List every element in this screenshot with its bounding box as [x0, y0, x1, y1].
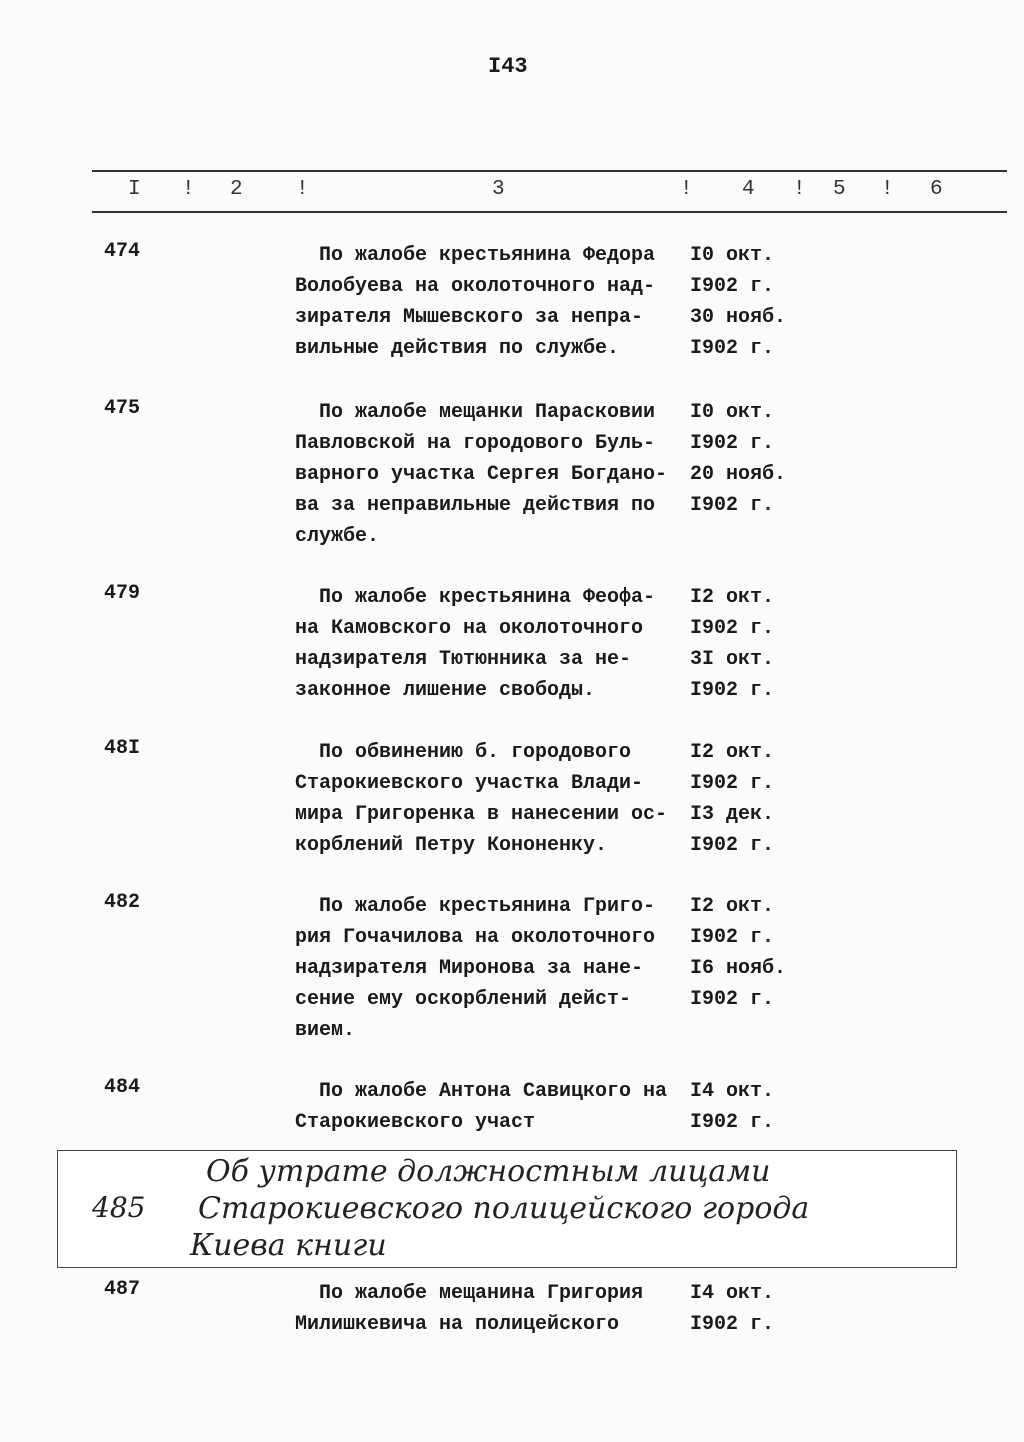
- column-header: 5: [833, 178, 846, 201]
- entry-text-line: По обвинению б. городового: [295, 741, 632, 764]
- entry-date: I902 г.: [690, 432, 775, 455]
- entry-text-line: мира Григоренка в нанесении ос-: [295, 803, 668, 826]
- page-number: I43: [488, 54, 528, 79]
- entry-text-line: вильные действия по службе.: [295, 337, 620, 360]
- insert-line: Старокиевского полицейского города: [198, 1191, 810, 1226]
- entry-text-line: на Камовского на околоточного: [295, 617, 644, 640]
- entry-text-line: По жалобе мещанки Парасковии: [295, 401, 656, 424]
- entry-text-line: Павловской на городового Буль-: [295, 432, 656, 455]
- entry-date: I0 окт.: [690, 244, 775, 267]
- entry-date: I902 г.: [690, 1111, 775, 1134]
- entry-text-line: По жалобе Антона Савицкого на: [295, 1080, 668, 1103]
- entry-date: I902 г.: [690, 1313, 775, 1336]
- insert-line: Киева книги: [190, 1228, 387, 1263]
- entry-text-line: рия Гочачилова на околоточного: [295, 926, 656, 949]
- entry-date: I902 г.: [690, 679, 775, 702]
- column-header: I: [128, 178, 141, 201]
- column-separator: !: [182, 178, 195, 201]
- entry-text-line: корблений Петру Кононенку.: [295, 834, 608, 857]
- entry-date: 20 нояб.: [690, 463, 787, 486]
- entry-date: I3 дек.: [690, 803, 775, 826]
- column-header: 3: [492, 178, 505, 201]
- entry-text-line: законное лишение свободы.: [295, 679, 596, 702]
- column-separator: !: [793, 178, 806, 201]
- entry-date: I0 окт.: [690, 401, 775, 424]
- entry-number: 484: [104, 1076, 141, 1099]
- column-separator: !: [296, 178, 309, 201]
- entry-date: I902 г.: [690, 772, 775, 795]
- entry-text-line: Волобуева на околоточного над-: [295, 275, 656, 298]
- entry-date: I2 окт.: [690, 741, 775, 764]
- entry-text-line: вием.: [295, 1019, 356, 1042]
- entry-date: I902 г.: [690, 337, 775, 360]
- entry-text-line: надзирателя Миронова за нане-: [295, 957, 644, 980]
- column-header: 6: [930, 178, 943, 201]
- entry-date: I2 окт.: [690, 586, 775, 609]
- column-header: 4: [742, 178, 755, 201]
- entry-text-line: По жалобе крестьянина Григо-: [295, 895, 656, 918]
- entry-date: I4 окт.: [690, 1282, 775, 1305]
- entry-text-line: надзирателя Тютюнника за не-: [295, 648, 632, 671]
- handwritten-insert: [57, 1150, 957, 1268]
- entry-date: I902 г.: [690, 926, 775, 949]
- entry-date: I902 г.: [690, 617, 775, 640]
- entry-number: 482: [104, 891, 141, 914]
- entry-number: 474: [104, 240, 141, 263]
- column-header: 2: [230, 178, 243, 201]
- entry-text-line: ва за неправильные действия по: [295, 494, 656, 517]
- table-top-rule: [92, 170, 1007, 172]
- entry-text-line: Старокиевского участка Влади-: [295, 772, 644, 795]
- entry-date: I4 окт.: [690, 1080, 775, 1103]
- entry-date: I902 г.: [690, 275, 775, 298]
- entry-date: I902 г.: [690, 834, 775, 857]
- entry-date: 3I окт.: [690, 648, 775, 671]
- entry-text-line: зирателя Мышевского за непра-: [295, 306, 644, 329]
- entry-date: I902 г.: [690, 494, 775, 517]
- insert-number: 485: [92, 1191, 146, 1224]
- entry-text-line: Старокиевского участ: [295, 1111, 536, 1134]
- entry-date: I6 нояб.: [690, 957, 787, 980]
- entry-number: 487: [104, 1278, 141, 1301]
- entry-text-line: Милишкевича на полицейского: [295, 1313, 620, 1336]
- insert-line: Об утрате должностным лицами: [206, 1154, 771, 1189]
- entry-text-line: службе.: [295, 525, 380, 548]
- entry-date: 30 нояб.: [690, 306, 787, 329]
- entry-text-line: По жалобе крестьянина Феофа-: [295, 586, 656, 609]
- entry-date: I2 окт.: [690, 895, 775, 918]
- entry-text-line: варного участка Сергея Богдано-: [295, 463, 668, 486]
- entry-number: 475: [104, 397, 141, 420]
- column-separator: !: [680, 178, 693, 201]
- table-header-rule: [92, 211, 1007, 213]
- entry-number: 479: [104, 582, 141, 605]
- entry-text-line: По жалобе крестьянина Федора: [295, 244, 656, 267]
- entry-date: I902 г.: [690, 988, 775, 1011]
- entry-text-line: По жалобе мещанина Григория: [295, 1282, 644, 1305]
- entry-number: 48I: [104, 737, 141, 760]
- entry-text-line: сение ему оскорблений дейст-: [295, 988, 632, 1011]
- column-separator: !: [881, 178, 894, 201]
